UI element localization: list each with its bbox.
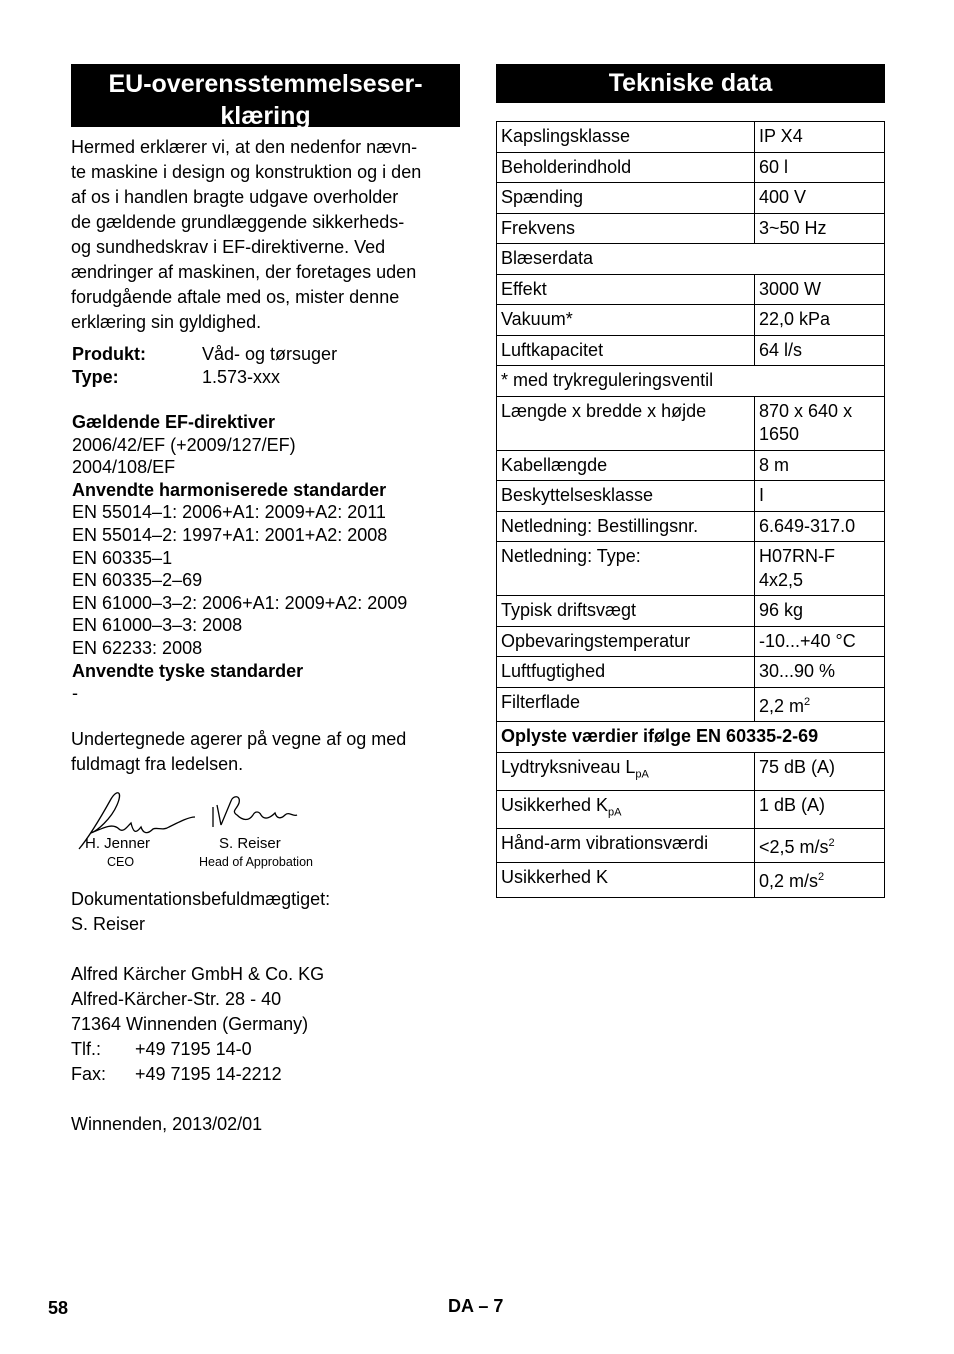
table-value-cell xyxy=(755,863,885,898)
table-key-cell xyxy=(497,828,755,863)
table-key-cell xyxy=(497,450,755,481)
value-text: 64 l/s xyxy=(759,339,803,360)
page-label: DA – 7 xyxy=(448,1296,504,1316)
table-row xyxy=(497,687,885,722)
page-number: 58 xyxy=(48,1298,69,1318)
table-key-cell xyxy=(497,657,755,688)
declaration-intro xyxy=(71,135,460,335)
value-text: 8 m xyxy=(759,454,790,475)
signatures xyxy=(71,787,460,887)
german-standards-value: - xyxy=(72,683,78,704)
table-key-cell xyxy=(497,790,755,828)
table-row xyxy=(497,305,885,336)
value-text: 870 x 640 x 1650 xyxy=(759,400,853,444)
table-value-cell xyxy=(755,790,885,828)
table-key-cell xyxy=(497,481,755,512)
key-text: Netledning: Type: xyxy=(501,546,641,566)
table-value-cell xyxy=(755,183,885,214)
table-value-cell xyxy=(755,828,885,863)
key-text: Vakuum* xyxy=(501,309,573,329)
technical-data-column xyxy=(496,64,885,898)
key-text: Usikkerhed K xyxy=(501,867,609,888)
phone-value: +49 7195 14-0 xyxy=(135,1038,252,1059)
fax-row xyxy=(71,1062,460,1087)
table-key-cell xyxy=(497,183,755,214)
table-value-cell xyxy=(755,626,885,657)
table-key-cell xyxy=(497,152,755,183)
intro-line: forudgående aftale med os, mister denne xyxy=(71,287,400,307)
value-text: 22,0 kPa xyxy=(759,309,831,329)
company-city: 71364 Winnenden (Germany) xyxy=(71,1013,309,1034)
value-text: -10...+40 °C xyxy=(759,630,856,651)
key-subscript: pA xyxy=(635,768,649,781)
table-row xyxy=(497,511,885,542)
intro-line: de gældende grundlæggende sikkerheds- xyxy=(71,212,405,232)
key-text: Kapslingsklasse xyxy=(501,126,631,146)
table-row xyxy=(497,542,885,596)
table-row xyxy=(497,244,885,275)
table-key-cell xyxy=(497,511,755,542)
directive-item: 2004/108/EF xyxy=(72,457,176,478)
product-row xyxy=(71,343,460,366)
table-key-cell xyxy=(497,863,755,898)
value-superscript: 2 xyxy=(828,836,835,849)
value-text: 6.649-317.0 xyxy=(759,515,856,536)
table-section-cell: Blæserdata xyxy=(497,244,885,275)
product-info xyxy=(71,343,460,389)
key-text: Beskyttelsesklasse xyxy=(501,485,654,505)
phone-row xyxy=(71,1037,460,1062)
table-row xyxy=(497,335,885,366)
key-text: Netledning: Bestillingsnr. xyxy=(501,515,699,536)
value-text: H07RN-F 4x2,5 xyxy=(759,546,836,590)
table-value-cell xyxy=(755,752,885,790)
value-text: I xyxy=(759,485,765,505)
table-row xyxy=(497,828,885,863)
doc-rep-name: S. Reiser xyxy=(71,913,146,934)
intro-line: og sundhedskrav i EF-direktiverne. Ved xyxy=(71,237,386,257)
product-value: Våd- og tørsuger xyxy=(202,344,338,364)
signer2-role: Head of Approbation xyxy=(199,854,313,869)
key-text: Opbevaringstemperatur xyxy=(501,630,691,651)
value-text: 1 dB (A) xyxy=(759,794,826,815)
table-key-cell xyxy=(497,274,755,305)
table-key-cell xyxy=(497,213,755,244)
table-value-cell xyxy=(755,122,885,153)
value-text: IP X4 xyxy=(759,126,803,146)
declaration-heading xyxy=(71,64,460,130)
key-text: Luftkapacitet xyxy=(501,339,604,360)
fax-value: +49 7195 14-2212 xyxy=(135,1063,282,1084)
value-text: 30...90 % xyxy=(759,661,836,681)
table-row xyxy=(497,450,885,481)
key-text: Hånd-arm vibrationsværdi xyxy=(501,832,709,853)
key-text: Filterflade xyxy=(501,691,581,712)
table-row xyxy=(497,122,885,153)
table-row xyxy=(497,626,885,657)
value-text: 96 kg xyxy=(759,600,804,620)
harmonised-standard-item: EN 62233: 2008 xyxy=(72,637,203,658)
value-text: 400 V xyxy=(759,187,807,207)
value-text: 2,2 m xyxy=(759,695,805,716)
table-key-cell xyxy=(497,626,755,657)
table-row xyxy=(497,274,885,305)
type-row xyxy=(71,366,460,389)
harmonised-standard-item: EN 60335–1 xyxy=(72,547,173,568)
table-section-cell: Oplyste værdier ifølge EN 60335-2-69 xyxy=(497,722,885,753)
table-row xyxy=(497,152,885,183)
table-value-cell xyxy=(755,657,885,688)
intro-line: af os i handlen bragte udgave overholder xyxy=(71,187,399,207)
key-text: Kabellængde xyxy=(501,454,608,475)
value-text: 60 l xyxy=(759,156,789,177)
harmonised-standard-item: EN 61000–3–2: 2006+A1: 2009+A2: 2009 xyxy=(72,592,408,613)
phone-label: Tlf.: xyxy=(71,1038,101,1059)
table-value-cell xyxy=(755,305,885,336)
signer1-role: CEO xyxy=(107,854,135,869)
table-value-cell xyxy=(755,213,885,244)
type-value: 1.573-xxx xyxy=(202,367,281,387)
undersigned-line: fuldmagt fra ledelsen. xyxy=(71,753,244,774)
value-text: 3~50 Hz xyxy=(759,217,827,238)
harmonised-standard-item: EN 61000–3–3: 2008 xyxy=(72,615,243,636)
table-row xyxy=(497,396,885,450)
company-name: Alfred Kärcher GmbH & Co. KG xyxy=(71,963,325,984)
standards-block xyxy=(71,411,460,705)
table-row xyxy=(497,183,885,214)
table-value-cell xyxy=(755,274,885,305)
table-key-cell xyxy=(497,752,755,790)
value-text: 3000 W xyxy=(759,278,822,299)
key-text: Luftfugtighed xyxy=(501,661,606,681)
signer2-name: S. Reiser xyxy=(219,834,281,852)
table-key-cell xyxy=(497,687,755,722)
table-key-cell xyxy=(497,396,755,450)
product-label: Produkt: xyxy=(72,344,146,364)
harmonised-list xyxy=(72,501,460,659)
company-address xyxy=(71,962,460,1087)
table-value-cell xyxy=(755,511,885,542)
key-text: Længde x bredde x højde xyxy=(501,400,707,421)
german-standards-title: Anvendte tyske standarder xyxy=(72,660,304,681)
value-superscript: 2 xyxy=(804,695,811,708)
type-label: Type: xyxy=(72,367,119,387)
intro-line: te maskine i design og konstruktion og i den xyxy=(71,162,422,182)
technical-data-heading: Tekniske data xyxy=(496,64,885,103)
key-text: Usikkerhed K xyxy=(501,794,609,815)
table-row xyxy=(497,366,885,397)
value-text: 0,2 m/s xyxy=(759,871,819,892)
value-text: 75 dB (A) xyxy=(759,756,836,777)
key-text: Typisk driftsvægt xyxy=(501,600,637,620)
declaration-heading-line2: klæring xyxy=(220,102,311,130)
key-text: Lydtryksniveau L xyxy=(501,756,636,777)
directive-item: 2006/42/EF (+2009/127/EF) xyxy=(72,434,296,455)
table-value-cell xyxy=(755,481,885,512)
intro-line: ændringer af maskinen, der foretages uden xyxy=(71,262,417,282)
intro-line: Hermed erklærer vi, at den nedenfor nævn- xyxy=(71,137,418,157)
value-text: <2,5 m/s xyxy=(759,836,829,857)
key-text: Effekt xyxy=(501,278,547,299)
undersigned-text xyxy=(71,727,460,777)
harmonised-standard-item: EN 55014–2: 1997+A1: 2001+A2: 2008 xyxy=(72,524,388,545)
fax-label: Fax: xyxy=(71,1063,107,1084)
directives-title: Gældende EF-direktiver xyxy=(72,412,276,432)
table-value-cell xyxy=(755,596,885,627)
key-text: Spænding xyxy=(501,187,584,207)
undersigned-line: Undertegnede agerer på vegne af og med xyxy=(71,728,407,749)
table-row xyxy=(497,213,885,244)
table-value-cell xyxy=(755,450,885,481)
table-key-cell xyxy=(497,335,755,366)
table-section-cell: * med trykreguleringsventil xyxy=(497,366,885,397)
key-text: Frekvens xyxy=(501,217,576,238)
key-subscript: pA xyxy=(608,806,622,819)
harmonised-standard-item: EN 60335–2–69 xyxy=(72,570,203,591)
table-row xyxy=(497,722,885,753)
table-key-cell xyxy=(497,305,755,336)
intro-line: erklæring sin gyldighed. xyxy=(71,312,262,332)
company-street: Alfred-Kärcher-Str. 28 - 40 xyxy=(71,988,282,1009)
signer1-name: H. Jenner xyxy=(85,834,151,852)
declaration-column xyxy=(71,64,460,1137)
table-row xyxy=(497,752,885,790)
table-value-cell xyxy=(755,687,885,722)
table-key-cell xyxy=(497,596,755,627)
table-row xyxy=(497,657,885,688)
directives-list xyxy=(72,434,460,479)
key-text: Beholderindhold xyxy=(501,156,632,177)
table-row xyxy=(497,481,885,512)
table-value-cell xyxy=(755,396,885,450)
table-row xyxy=(497,790,885,828)
table-value-cell xyxy=(755,335,885,366)
table-key-cell xyxy=(497,542,755,596)
technical-data-table xyxy=(496,121,885,898)
doc-rep-label: Dokumentationsbefuldmægtiget: xyxy=(71,888,331,909)
table-key-cell xyxy=(497,122,755,153)
table-value-cell xyxy=(755,542,885,596)
declaration-heading-line1: EU-overensstemmelseser- xyxy=(108,70,423,98)
documentation-representative xyxy=(71,887,460,937)
table-value-cell xyxy=(755,152,885,183)
place-date: Winnenden, 2013/02/01 xyxy=(71,1113,263,1134)
table-row xyxy=(497,863,885,898)
harmonised-standard-item: EN 55014–1: 2006+A1: 2009+A2: 2011 xyxy=(72,502,386,523)
table-row xyxy=(497,596,885,627)
value-superscript: 2 xyxy=(818,871,825,884)
harmonised-title: Anvendte harmoniserede standarder xyxy=(72,479,387,500)
